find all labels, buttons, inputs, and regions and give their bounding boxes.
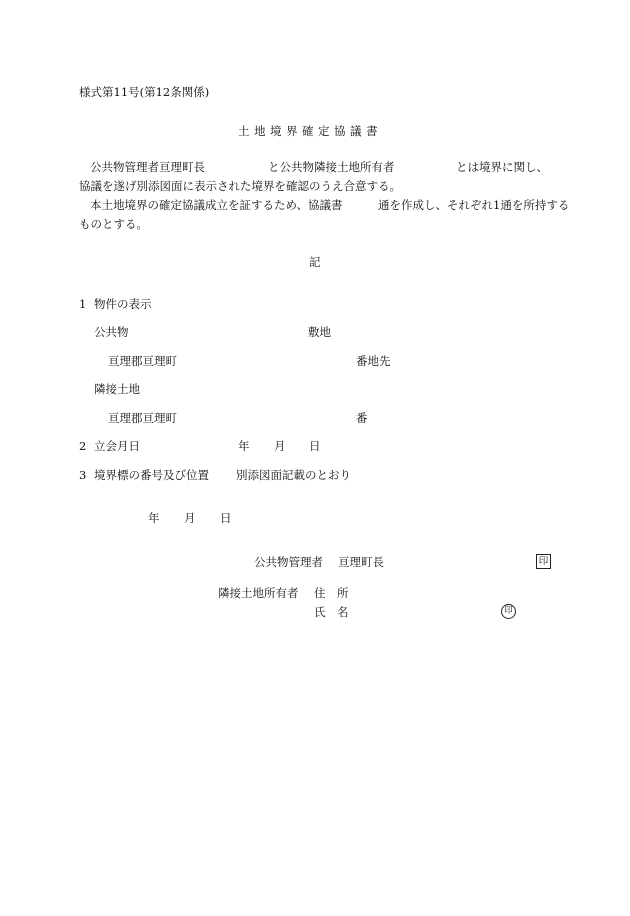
preamble-line4: ものとする。 xyxy=(79,217,148,231)
date-day: 日 xyxy=(220,511,232,525)
owner-role: 隣接土地所有者 xyxy=(218,586,299,600)
preamble-line3-a: 本土地境界の確定協議成立を証するため、協議書 xyxy=(90,198,343,212)
owner-address-label: 住 所 xyxy=(314,586,349,600)
public-address: 亘理郡亘理町 xyxy=(108,354,177,368)
item3-number: 3 xyxy=(79,468,87,482)
adjacent-address: 亘理郡亘理町 xyxy=(108,411,177,425)
document-title: 土地境界確定協議書 xyxy=(238,124,382,138)
date-year: 年 xyxy=(148,511,160,525)
date-month: 月 xyxy=(184,511,196,525)
shikichi-label: 敷地 xyxy=(308,325,331,339)
ki-heading: 記 xyxy=(309,255,321,269)
public-property-label: 公共物 xyxy=(94,325,129,339)
admin-seal-mark: 印 xyxy=(536,554,551,569)
item3-label: 境界標の番号及び位置 xyxy=(94,468,209,482)
owner-name-label: 氏 名 xyxy=(314,605,349,619)
preamble-line2: 協議を遂げ別添図面に表示された境界を確認のうえ合意する。 xyxy=(79,179,401,193)
admin-role: 公共物管理者 xyxy=(254,555,323,569)
preamble-line1-c: とは境界に関し、 xyxy=(456,160,548,174)
admin-name: 亘理町長 xyxy=(338,555,384,569)
public-address-suffix: 番地先 xyxy=(356,354,391,368)
item2-label: 立会月日 xyxy=(94,439,140,453)
preamble-line3-b: 通を作成し、それぞれ1通を所持する xyxy=(378,198,570,212)
item2-number: 2 xyxy=(79,439,87,453)
form-number: 様式第11号(第12条関係) xyxy=(79,85,210,99)
adjacent-address-suffix: 番 xyxy=(356,411,368,425)
preamble-line1-a: 公共物管理者亘理町長 xyxy=(90,160,205,174)
item2-day: 日 xyxy=(309,439,321,453)
item1-number: 1 xyxy=(79,297,87,311)
preamble-line1-b: と公共物隣接土地所有者 xyxy=(268,160,395,174)
item1-label: 物件の表示 xyxy=(94,297,152,311)
owner-seal-mark: 印 xyxy=(501,604,516,619)
item2-month: 月 xyxy=(274,439,286,453)
item2-year: 年 xyxy=(238,439,250,453)
adjacent-land-label: 隣接土地 xyxy=(94,382,140,396)
item3-value: 別添図面記載のとおり xyxy=(236,468,351,482)
